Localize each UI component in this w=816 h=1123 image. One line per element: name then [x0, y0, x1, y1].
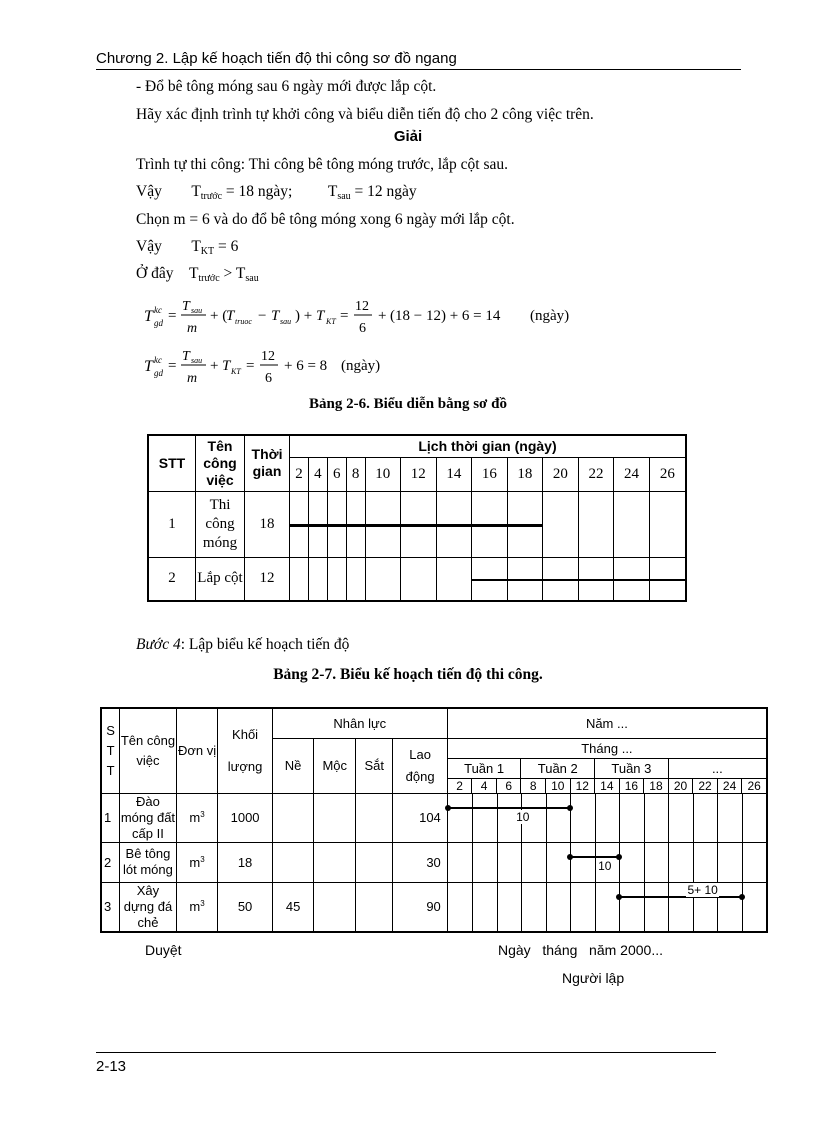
t2-cell-unit: $m^3$ [176, 793, 218, 842]
t2-grid-line [619, 883, 620, 931]
t2-bar-label: 10 [516, 809, 530, 824]
t2-grid-line [644, 794, 645, 842]
t2-cell-name: Bê tông lót móng [120, 842, 177, 882]
svg-text:T: T [271, 308, 280, 324]
t1-cell-dur: 12 [245, 557, 290, 601]
t2-grid-line [742, 794, 743, 842]
svg-text:T: T [182, 349, 190, 364]
t1-grid-cell [649, 557, 686, 601]
t1-schedule-bar [436, 524, 473, 527]
svg-text:=: = [246, 358, 255, 374]
t2-week-header: Tuần 3 [595, 758, 669, 778]
t2-cell-moc [314, 793, 356, 842]
date-line: Ngày tháng năm 2000... [498, 942, 663, 958]
svg-text:=: = [340, 308, 349, 324]
t1-schedule-bar [507, 579, 544, 582]
t2-schedule-bar [619, 896, 741, 898]
t2-bar-label: 5+ 10 [687, 882, 718, 897]
t2-bar-endpoint [567, 805, 573, 811]
t2-cell-sat [356, 882, 393, 932]
t1-schedule-bar [613, 579, 650, 582]
t2-cell-lao: 90 [393, 882, 447, 932]
header-rule [96, 69, 741, 70]
page-number: 2-13 [96, 1058, 127, 1075]
t2-grid-line [546, 794, 547, 842]
t1-cell-stt: 1 [148, 491, 196, 557]
t2-grid-line [570, 843, 571, 882]
t2-schedule-bar [570, 856, 619, 858]
svg-text:T: T [316, 308, 325, 324]
t1-day-header: 22 [578, 457, 614, 491]
t2-cell-moc [314, 842, 356, 882]
t1-grid-cell [507, 557, 543, 601]
t2-grid-line [693, 794, 694, 842]
t2-gantt-cell [447, 793, 767, 842]
svg-text:m: m [187, 321, 198, 336]
t1-grid-cell [436, 557, 472, 601]
t2-cell-qty: 50 [218, 882, 272, 932]
t2-grid-line [472, 794, 473, 842]
t1-schedule-bar [365, 524, 402, 527]
t1-grid-cell [365, 557, 401, 601]
t2-bar-endpoint [616, 894, 622, 900]
svg-text:sau: sau [191, 306, 203, 315]
svg-text:−: − [258, 308, 267, 324]
t2-grid-line [497, 843, 498, 882]
t1-schedule-bar [289, 524, 309, 527]
t2-col-moc: Mộc [314, 738, 356, 793]
t1-grid-cell [472, 557, 508, 601]
t2-cell-qty: 1000 [218, 793, 272, 842]
t2-bar-endpoint [445, 805, 451, 811]
t1-schedule-bar [578, 579, 615, 582]
svg-text:12: 12 [355, 299, 369, 314]
t2-grid-line [570, 794, 571, 842]
svg-text:truoc: truoc [235, 317, 252, 326]
formula-1-result: (18 − 12) + 6 = 14 [390, 308, 501, 324]
t1-schedule-bar [542, 579, 579, 582]
t2-cell-ne [272, 842, 314, 882]
t1-schedule-bar [327, 524, 347, 527]
svg-text:kc: kc [154, 355, 162, 365]
t2-grid-line [717, 794, 718, 842]
t2-week-header: Tuần 2 [521, 758, 595, 778]
t2-grid-line [668, 843, 669, 882]
t1-col-dur: Thời gian [245, 435, 290, 491]
t1-grid-cell [578, 491, 614, 557]
svg-text:m: m [187, 371, 198, 386]
t2-cell-name: Đào móng đất cấp II [120, 793, 176, 841]
t1-grid-cell [543, 557, 579, 601]
t2-day-header: 26 [742, 778, 767, 793]
t1-grid-cell [365, 491, 401, 557]
t2-bar-endpoint [567, 854, 573, 860]
t2-day-header: 20 [668, 778, 693, 793]
t2-day-header: 6 [496, 778, 521, 793]
t1-grid-cell [614, 491, 650, 557]
choose-line: Chọn m = 6 và do đổ bê tông móng xong 6 ngày mới lắp cột. [136, 211, 515, 228]
t2-day-header: 22 [693, 778, 718, 793]
t2-day-header: 10 [545, 778, 570, 793]
t2-cell-lao: 30 [393, 842, 447, 882]
svg-text:T: T [182, 299, 190, 314]
svg-text:sau: sau [191, 356, 203, 365]
svg-text:T: T [226, 308, 235, 324]
t1-day-header: 20 [543, 457, 579, 491]
t2-schedule-bar [448, 807, 570, 809]
svg-text:T: T [144, 308, 153, 325]
t2-bar-label: 10 [598, 858, 612, 873]
table1-caption: Bảng 2-6. Biểu diễn bằng sơ đồ [309, 396, 507, 412]
t2-col-qty: Khối lượng [218, 708, 272, 793]
t1-day-header: 14 [436, 457, 472, 491]
sequence-line: Trình tự thi công: Thi công bê tông móng trước, lắp cột sau. [136, 156, 508, 173]
t2-grid-line [742, 843, 743, 882]
svg-text:kc: kc [154, 305, 162, 315]
t2-grid-line [595, 794, 596, 842]
t2-grid-line [521, 843, 522, 882]
durations-line: Vậy $T_{trước} = 18$ ngày; $T_{sau} = 12$ ngày [136, 183, 417, 202]
t2-grid-line [644, 843, 645, 882]
table1 [147, 434, 687, 602]
t1-grid-cell [346, 491, 365, 557]
formula-2-unit: (ngày) [341, 358, 381, 374]
t1-day-header: 8 [346, 457, 365, 491]
table2-caption: Bảng 2-7. Biểu kế hoạch tiến độ thi công. [273, 666, 543, 683]
step4-line: Bước 4: Lập biểu kế hoạch tiến độ [136, 636, 350, 653]
svg-text:T: T [222, 358, 231, 374]
t2-grid-line [668, 794, 669, 842]
approve-label: Duyệt [145, 942, 182, 958]
t1-grid-cell [507, 491, 543, 557]
t2-cell-name: Xây dựng đá chẻ [120, 882, 177, 932]
svg-text:T: T [144, 358, 153, 375]
formula-1-unit: (ngày) [530, 308, 570, 324]
svg-text:=: = [168, 308, 177, 324]
t1-day-header: 16 [472, 457, 508, 491]
t2-gantt-cell [447, 842, 767, 882]
t2-cell-ne: 45 [272, 882, 314, 932]
t2-grid-line [717, 843, 718, 882]
t1-grid-cell [614, 557, 650, 601]
t1-cell-name: Lắp cột [196, 557, 245, 601]
svg-text:sau: sau [280, 317, 292, 326]
t2-gantt-cell [447, 882, 767, 932]
t2-grid-line [619, 794, 620, 842]
t2-grid-line [595, 883, 596, 931]
footer-rule [96, 1052, 716, 1053]
t1-day-header: 2 [290, 457, 309, 491]
svg-text:) +: ) + [295, 308, 313, 324]
t1-day-header: 6 [327, 457, 346, 491]
t1-schedule-bar [649, 579, 686, 582]
t1-cell-dur: 18 [245, 491, 290, 557]
t2-day-header: 2 [447, 778, 472, 793]
t2-cell-sat [356, 793, 393, 842]
formula-2-result: + 6 = 8 [284, 358, 328, 374]
t2-cell-moc [314, 882, 356, 932]
t2-cell-stt: 2 [101, 842, 120, 882]
t1-col-name: Tên công việc [196, 435, 245, 491]
preparer-label: Người lập [562, 970, 625, 986]
t1-cell-stt: 2 [148, 557, 196, 601]
t2-col-name: Tên công việc [120, 708, 177, 793]
t2-cell-stt: 3 [101, 882, 120, 932]
t2-grid-line [472, 843, 473, 882]
t2-day-header: 16 [619, 778, 644, 793]
t2-col-unit: Đơn vị [176, 708, 218, 793]
t1-cell-name: Thi công móng [196, 491, 245, 557]
t1-schedule-bar [471, 524, 508, 527]
t2-cell-qty: 18 [218, 842, 272, 882]
t2-col-year: Năm ... [447, 708, 767, 738]
t2-col-month: Tháng ... [447, 738, 767, 758]
t1-grid-cell [472, 491, 508, 557]
t1-grid-cell [436, 491, 472, 557]
t2-bar-endpoint [739, 894, 745, 900]
t2-week-header: ... [668, 758, 767, 778]
t1-day-header: 24 [614, 457, 650, 491]
svg-text:KT: KT [326, 317, 336, 326]
t1-grid-cell [327, 557, 346, 601]
t1-grid-cell [578, 557, 614, 601]
t2-row [101, 842, 767, 882]
t1-grid-cell [327, 491, 346, 557]
t2-cell-lao: 104 [393, 793, 447, 842]
chapter-header: Chương 2. Lập kế hoạch tiến độ thi công sơ đồ ngang [96, 50, 457, 67]
t2-col-stt: S T T [101, 708, 120, 793]
bullet-line: - Đổ bê tông móng sau 6 ngày mới được lắp cột. [136, 78, 437, 95]
svg-text:=: = [168, 358, 177, 374]
t1-row [148, 557, 686, 601]
t1-day-header: 12 [401, 457, 437, 491]
t2-grid-line [570, 883, 571, 931]
svg-text:gd: gd [154, 318, 163, 328]
t2-grid-line [497, 794, 498, 842]
t1-row [148, 491, 686, 557]
t1-grid-cell [649, 491, 686, 557]
t2-day-header: 8 [521, 778, 546, 793]
t2-grid-line [595, 843, 596, 882]
t1-grid-cell [346, 557, 365, 601]
t2-col-sat: Sắt [356, 738, 393, 793]
t2-grid-line [546, 843, 547, 882]
t1-schedule-bar [400, 524, 437, 527]
t1-grid-cell [308, 491, 327, 557]
t2-cell-unit: $m^3$ [176, 882, 218, 932]
t1-grid-cell [308, 557, 327, 601]
t2-day-header: 4 [472, 778, 497, 793]
t2-cell-unit: $m^3$ [176, 842, 218, 882]
t2-grid-line [693, 843, 694, 882]
t2-col-ne: Nề [272, 738, 314, 793]
t1-schedule-bar [471, 579, 508, 582]
svg-text:6: 6 [265, 371, 272, 386]
svg-text:KT: KT [231, 367, 241, 376]
t1-col-stt: STT [148, 435, 196, 491]
tkt-line: Vậy $T_{KT} = 6$ [136, 238, 239, 257]
formula-2 [140, 342, 440, 388]
t1-schedule-bar [308, 524, 328, 527]
t1-grid-cell [543, 491, 579, 557]
t1-schedule-bar [346, 524, 366, 527]
t2-col-lao: Lao động [393, 738, 447, 793]
t2-day-header: 12 [570, 778, 595, 793]
task-line: Hãy xác định trình tự khởi công và biểu diễn tiến độ cho 2 công việc trên. [136, 106, 594, 123]
svg-text:gd: gd [154, 368, 163, 378]
t2-grid-line [521, 883, 522, 931]
t2-cell-stt: 1 [101, 793, 120, 842]
t2-cell-ne [272, 793, 314, 842]
svg-text:+: + [210, 358, 219, 374]
t2-cell-sat [356, 842, 393, 882]
svg-text:6: 6 [359, 321, 366, 336]
t1-grid-cell [401, 557, 437, 601]
t2-col-labor: Nhân lực [272, 708, 447, 738]
t2-day-header: 24 [717, 778, 742, 793]
t1-grid-cell [401, 491, 437, 557]
t1-grid-cell [290, 557, 309, 601]
t1-day-header: 18 [507, 457, 543, 491]
t2-bar-endpoint [616, 854, 622, 860]
t1-grid-cell [290, 491, 309, 557]
t2-grid-line [472, 883, 473, 931]
t2-grid-line [644, 883, 645, 931]
t2-day-header: 14 [595, 778, 620, 793]
step4-label: Bước 4 [136, 636, 181, 653]
compare-line: Ở đây $T_{trước} > T_{sau}$ [136, 265, 259, 284]
vay-word: Vậy [136, 183, 162, 200]
t2-row [101, 793, 767, 842]
t1-day-header: 26 [649, 457, 686, 491]
t1-day-header: 10 [365, 457, 401, 491]
t2-grid-line [619, 843, 620, 882]
t2-grid-line [546, 883, 547, 931]
formula-1 [140, 292, 600, 338]
svg-text:+ (: + ( [210, 308, 228, 324]
t1-day-header: 4 [308, 457, 327, 491]
svg-text:12: 12 [261, 349, 275, 364]
t2-grid-line [497, 883, 498, 931]
t2-row [101, 882, 767, 932]
solution-title: Giải [393, 128, 423, 145]
table2 [100, 707, 768, 933]
t2-grid-line [668, 883, 669, 931]
t2-grid-line [742, 883, 743, 931]
t2-week-header: Tuần 1 [447, 758, 521, 778]
svg-text:+: + [378, 308, 387, 324]
t1-col-schedule: Lịch thời gian (ngày) [290, 435, 687, 457]
t2-day-header: 18 [644, 778, 669, 793]
t1-schedule-bar [507, 524, 544, 527]
